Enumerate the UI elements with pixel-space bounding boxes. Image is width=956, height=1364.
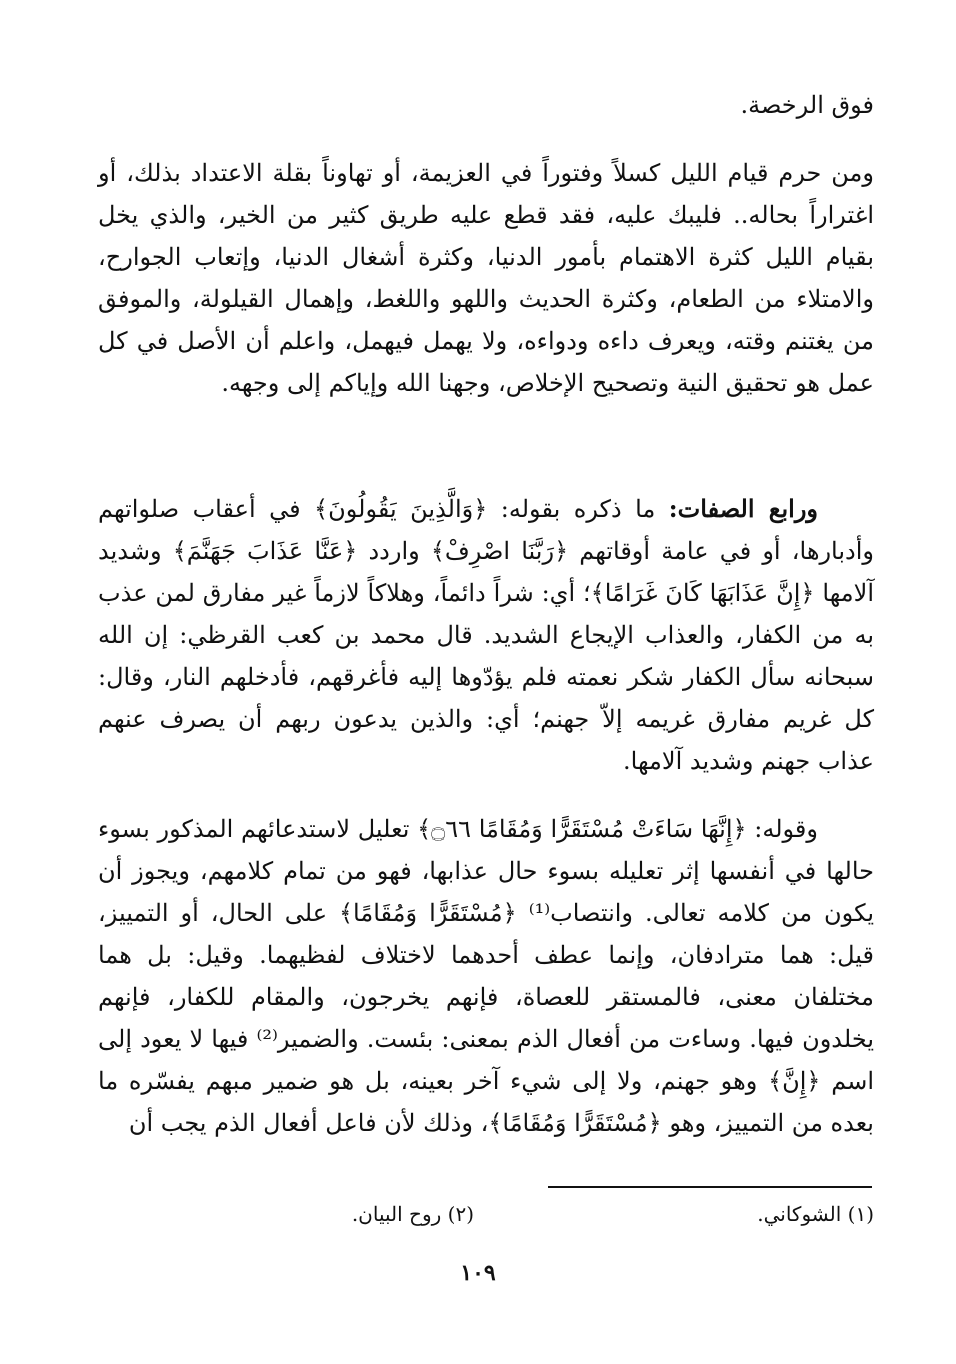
footnote-1: (١) الشوكاني.	[757, 1202, 874, 1226]
paragraph-2-lead: ورابع الصفات:	[668, 494, 818, 523]
paragraph-2-text: ما ذكره بقوله: ﴿وَالَّذِينَ يَقُولُونَ﴾ في أعقاب صلواتهم وأدبارها، أو في عامة أوقاتهم ﴿رَبَّنَا اصْرِفْ﴾ واردد ﴿عَنَّا عَذَابَ جَهَنَّمَ﴾ وشديد آلامها ﴿إِنَّ عَذَابَهَا كَانَ غَرَامًا﴾؛ أي: شراً دائماً، وهلاكاً لازماً غير مفارق لمن عذب به من الكفار، والعذاب الإيجاع الشديد. قال محمد بن كعب القرظي: إن الله سبحانه سأل الكفار شكر نعمته فلم يؤدّوها إليه فأغرقهم، فأدخلهم النار، وقال: كل غريم مفارق غريمه إلاّ جهنم؛ أي: والذين يدعون ربهم أن يصرف عنهم عذاب جهنم وشديد آلامها.	[98, 495, 874, 775]
paragraph-verse-commentary	[98, 808, 874, 1144]
paragraph-3-text: وقوله: ﴿إِنَّهَا سَاءَتْ مُسْتَقَرًّا وَمُقَامًا ۝٦٦﴾ تعليل لاستدعائهم المذكور بسوء حالها في أنفسها إثر تعليله بسوء حال عذابها، فهو من تمام كلامهم، ويجوز أن يكون من كلامه تعالى. وانتصاب⁽¹⁾ ﴿مُسْتَقَرًّا وَمُقَامًا﴾ على الحال، أو التمييز، قيل: هما مترادفان، وإنما عطف أحدهما لاختلاف لفظيهما. وقيل: بل هما مختلفان معنى، فالمستقر للعصاة، فإنهم يخرجون، والمقام للكفار، فإنهم يخلدون فيها. وساءت من أفعال الذم بمعنى: بئست. والضمير⁽²⁾ فيها لا يعود إلى اسم ﴿إِنَّ﴾ وهو جهنم، ولا إلى شيء آخر بعينه، بل هو ضمير مبهم يفسّره ما بعده من التمييز، وهو ﴿مُسْتَقَرًّا وَمُقَامًا﴾، وذلك لأن فاعل أفعال الذم يجب أن	[98, 815, 874, 1137]
paragraph-night-prayer	[98, 152, 874, 404]
intro-line-text: فوق الرخصة.	[740, 91, 874, 119]
footnote-divider	[548, 1186, 872, 1188]
page-number: ١٠٩	[460, 1260, 496, 1286]
footnote-2: (٢) روح البيان.	[351, 1202, 474, 1226]
paragraph-fourth-attribute	[98, 488, 874, 782]
footnotes	[98, 1202, 874, 1236]
paragraph-2-body	[98, 488, 874, 782]
intro-line	[98, 84, 874, 126]
paragraph-1-text: ومن حرم قيام الليل كسلاً وفتوراً في العزيمة، أو تهاوناً بقلة الاعتداد بذلك، أو اغتراراً بحاله.. فليبك عليه، فقد قطع عليه طريق كثير من الخير، والذي يخل بقيام الليل كثرة الاهتمام بأمور الدنيا، وكثرة أشغال الدنيا، وإتعاب الجوارح، والامتلاء من الطعام، وكثرة الحديث واللهو واللغط، وإهمال القيلولة، والموفق من يغتنم وقته، ويعرف داءه ودواءه، ولا يهمل فيهمل، واعلم أن الأصل في كل عمل هو تحقيق النية وتصحيح الإخلاص، وجهنا الله وإياكم إلى وجهه.	[98, 159, 874, 397]
